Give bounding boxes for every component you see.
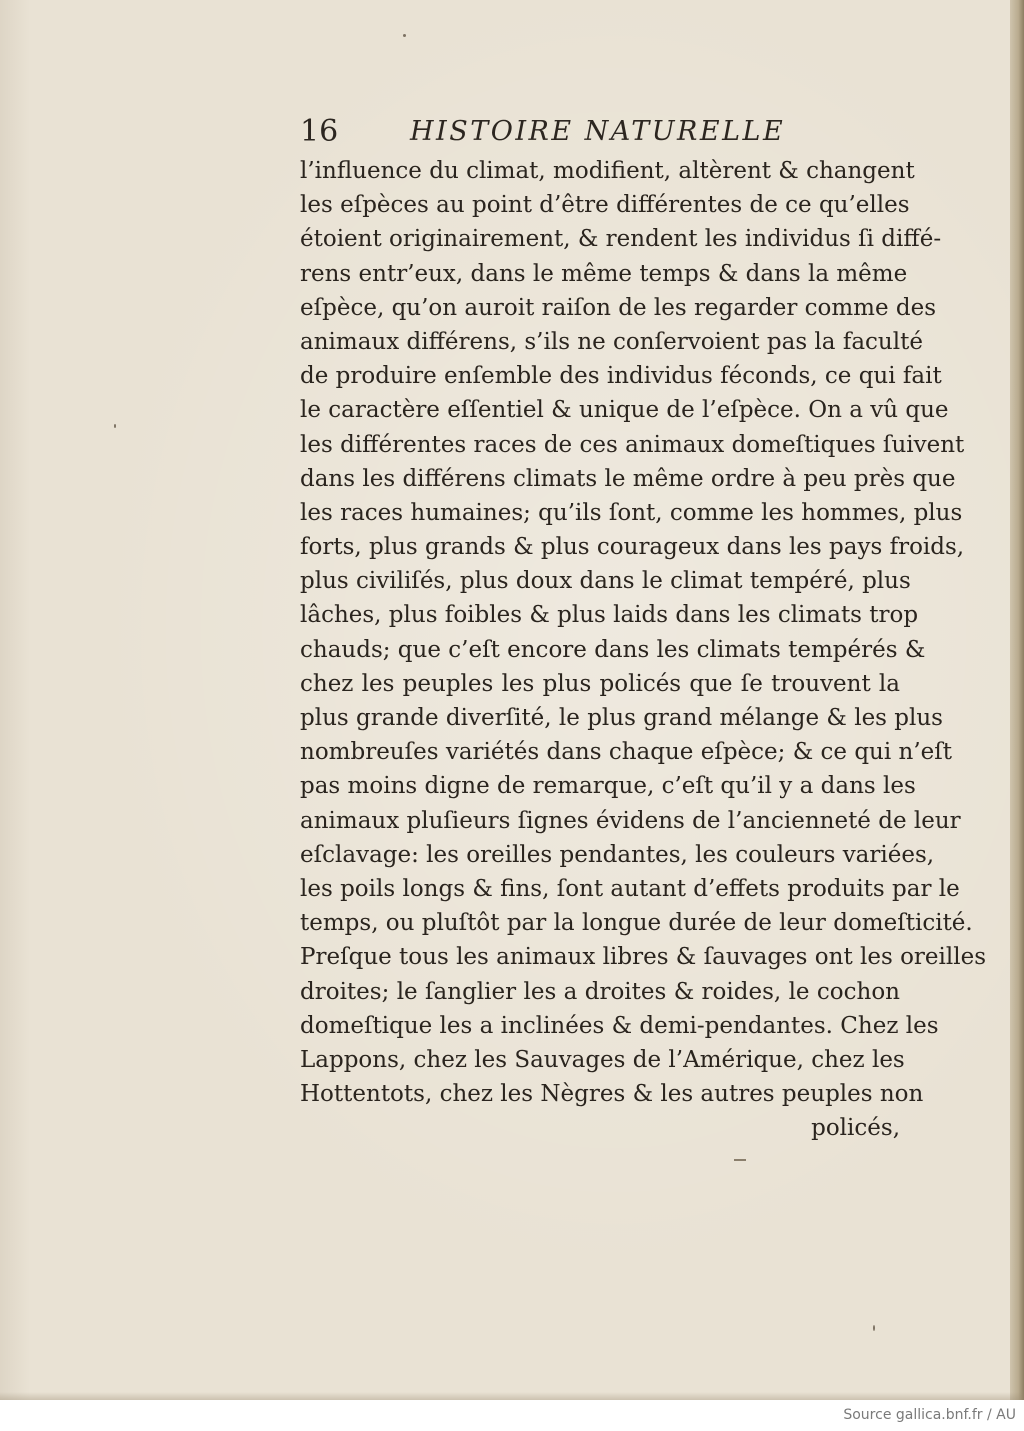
paper-speck: [403, 34, 406, 37]
text-line: Lappons, chez les Sauvages de l’Amérique, chez les: [300, 1046, 905, 1073]
text-line: domeſtique les a inclinées & demi-pendantes. Chez les: [300, 1012, 939, 1039]
text-line: les races humaines; qu’ils ſont, comme les hommes, plus: [300, 499, 963, 526]
running-title: HISTOIRE NATURELLE: [410, 116, 786, 147]
paper-speck: [114, 424, 116, 428]
text-line: les différentes races de ces animaux domeſtiques ſuivent: [300, 431, 965, 458]
text-line: droites; le ſanglier les a droites & roides, le cochon: [300, 978, 900, 1005]
text-line: animaux différens, s’ils ne conſervoient pas la faculté: [300, 328, 923, 355]
text-line: chauds; que c’eſt encore dans les climats tempérés &: [300, 636, 926, 663]
text-line: de produire enſemble des individus féconds, ce qui fait: [300, 363, 942, 390]
text-line: temps, ou pluſtôt par la longue durée de leur domeſticité.: [300, 910, 973, 937]
text-line: forts, plus grands & plus courageux dans les pays froids,: [300, 534, 965, 561]
text-line: eſclavage: les oreilles pendantes, les couleurs variées,: [300, 841, 935, 868]
text-line: plus civiliſés, plus doux dans le climat tempéré, plus: [300, 568, 911, 595]
text-line: Preſque tous les animaux libres & ſauvages ont les oreilles: [300, 944, 987, 971]
text-line: animaux pluſieurs ſignes évidens de l’ancienneté de leur: [300, 807, 961, 834]
text-line: eſpèce, qu’on auroit raiſon de les regarder comme des: [300, 294, 937, 321]
text-line: lâches, plus foibles & plus laids dans les climats trop: [300, 602, 919, 629]
text-line: dans les différens climats le même ordre à peu près que: [300, 465, 956, 492]
paper-speck: [873, 1325, 875, 1331]
text-line: l’influence du climat, modifient, altèrent & changent: [300, 158, 915, 184]
text-line: les eſpèces au point d’être différentes de ce qu’elles: [300, 192, 910, 219]
text-line: Hottentots, chez les Nègres & les autres peuples non: [300, 1081, 924, 1108]
page-bottom-shadow: [0, 1392, 1024, 1400]
ornament-dash: [734, 1159, 746, 1161]
text-line: rens entr’eux, dans le même temps & dans la même: [300, 260, 908, 287]
running-head: [300, 112, 900, 154]
text-line: le caractère eſſentiel & unique de l’eſpèce. On a vû que: [300, 397, 949, 424]
text-line: les poils longs & fins, ſont autant d’effets produits par le: [300, 875, 960, 902]
text-line: chez les peuples les plus policés que ſe trouvent la: [300, 670, 900, 697]
page-number: 16: [300, 114, 339, 149]
text-line: pas moins digne de remarque, c’eſt qu’il y a dans les: [300, 773, 916, 800]
catchword: policés,: [811, 1115, 900, 1142]
text-line: étoient originairement, & rendent les individus ſi diffé-: [300, 226, 942, 253]
text-line: nombreuſes variétés dans chaque eſpèce; & ce qui n’eſt: [300, 739, 953, 766]
body-text: [300, 154, 987, 1145]
text-line: plus grande diverſité, le plus grand mélange & les plus: [300, 705, 943, 731]
page-edge: [1010, 0, 1024, 1400]
source-credit: Source gallica.bnf.fr / AU: [843, 1407, 1016, 1423]
